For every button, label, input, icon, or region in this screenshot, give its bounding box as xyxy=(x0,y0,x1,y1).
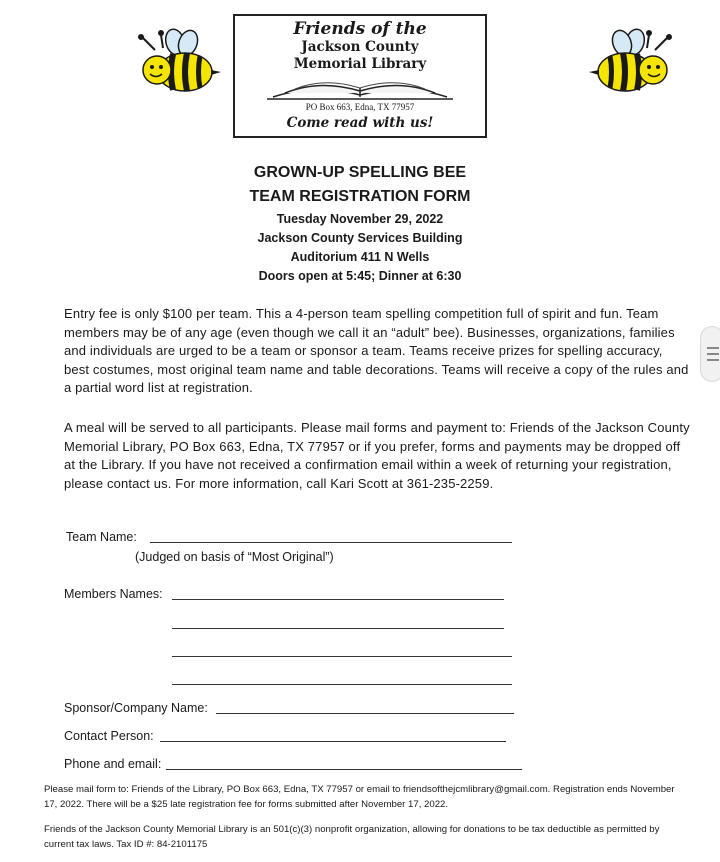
team-name-field[interactable] xyxy=(150,542,512,543)
sponsor-label: Sponsor/Company Name: xyxy=(64,701,208,715)
meal-paragraph: A meal will be served to all participants. Please mail forms and payment to: Friends of the Jackson County Memorial Library, PO Box 663, Edna, TX 77957 or if you prefer, forms and payments may be dropped off at the Library. If you have not received a confirmation email within a week of returning your registration, please contact us. For more information, call Kari Scott at 361-235-2259. xyxy=(64,420,690,491)
contact-field[interactable] xyxy=(160,741,506,742)
member-field-3[interactable] xyxy=(172,656,512,657)
logo-subtitle-2: Memorial Library xyxy=(293,56,427,72)
tax-note: Friends of the Jackson County Memorial Library is an 501(c)(3) nonprofit organization, allowing for donations to be tax deductible as permitted by current tax laws. Tax ID #: 84-2101175 xyxy=(44,824,660,850)
member-field-1[interactable] xyxy=(172,599,504,600)
member-field-4[interactable] xyxy=(172,684,512,685)
contact-label: Contact Person: xyxy=(64,729,154,743)
event-title: GROWN-UP SPELLING BEE xyxy=(253,164,467,181)
event-doors: Doors open at 5:45; Dinner at 6:30 xyxy=(258,269,462,283)
phone-email-field[interactable] xyxy=(166,769,522,770)
sponsor-field[interactable] xyxy=(216,713,514,714)
team-name-label: Team Name: xyxy=(66,530,137,544)
logo-title: Friends of the xyxy=(293,19,427,39)
logo-slogan: Come read with us! xyxy=(286,115,434,131)
bee-right-icon xyxy=(587,28,677,98)
entry-fee-paragraph: Entry fee is only $100 per team. This a 4-person team spelling competition full of spirit and fun. Team members may be of any age (even though we call it an “adult” bee). Businesses, organizations, families and individuals are urged to be a team or sponsor a team. Teams receive prizes for spelling accuracy, best costumes, most original team name and table decorations. Teams will receive a copy of the rules and a partial word list at registration. xyxy=(64,306,689,396)
members-label: Members Names: xyxy=(64,587,163,601)
scroll-handle-icon[interactable] xyxy=(700,326,720,382)
bee-left-icon xyxy=(133,28,223,98)
logo xyxy=(233,14,487,138)
phone-email-label: Phone and email: xyxy=(64,757,162,771)
logo-address: PO Box 663, Edna, TX 77957 xyxy=(305,102,415,112)
team-name-hint: (Judged on basis of “Most Original”) xyxy=(135,550,334,564)
event-date: Tuesday November 29, 2022 xyxy=(276,212,444,226)
event-venue-line2: Auditorium 411 N Wells xyxy=(290,250,430,264)
logo-subtitle-1: Jackson County xyxy=(301,39,419,55)
event-venue-line1: Jackson County Services Building xyxy=(257,231,463,245)
form-title: TEAM REGISTRATION FORM xyxy=(249,188,471,205)
member-field-2[interactable] xyxy=(172,628,504,629)
open-book-icon xyxy=(265,75,455,101)
mail-note: Please mail form to: Friends of the Library, PO Box 663, Edna, TX 77957 or email to friendsofthejcmlibrary@gmail.com. Registration ends November 17, 2022. There will be a $25 late registration fee for forms submitted after November 17, 2022. xyxy=(44,784,675,810)
